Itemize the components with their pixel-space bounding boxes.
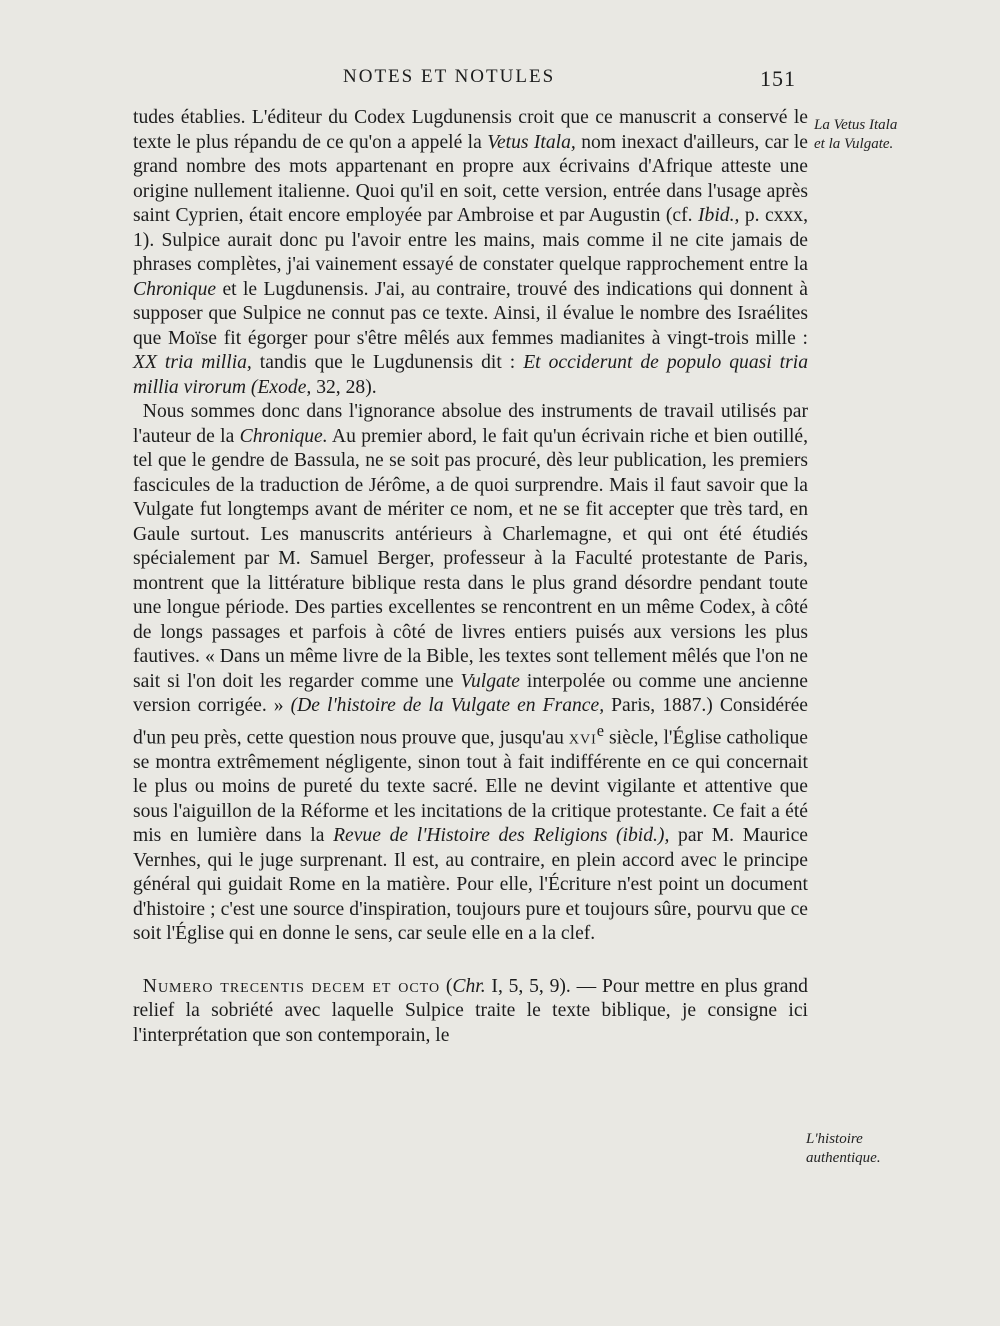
margin-note-line: La Vetus Itala — [814, 117, 898, 133]
page-number: 151 — [760, 66, 796, 91]
paragraph-instruments-de-travail: Nous sommes donc dans l'ignorance absolue des instruments de travail utilisés par l'auteur de la Chronique. Au premier abord, le fait qu'un écrivain riche et bien outillé, tel que le gendre de Bassula, ne se soit pas procuré, dès leur publication, les premiers fascicules de la traduction de Jérôme, a de quoi surprendre. Mais il faut savoir que la Vulgate fut longtemps avant de mériter ce nom, et ne se fit accepter que très tard, en Gaule surtout. Les manuscrits antérieurs à Charlemagne, et qui ont été étudiés spécialement par M. Samuel Berger, professeur à la Faculté protestante de Paris, montrent que la littérature biblique resta dans le plus grand désordre pendant toute une longue période. Des parties excellentes se rencontrent en un même Codex, à côté de longs passages et parfois à côté de livres entiers puisés aux versions les plus fautives. « Dans un même livre de la Bible, les textes sont tellement mêlés que l'on ne sait si l'on doit les regarder comme une Vulgate interpolée ou comme une ancienne version corrigée. » (De l'histoire de la Vulgate en France, Paris, 1887.) Considérée d'un peu près, cette question nous prouve que, jusqu'au xvi$^e$ siècle, l'Église catholique se montra extrêmement négligente, sinon tout à fait indifférente en ce qui concernait le plus ou moins de pureté du texte sacré. Elle ne devint vigilante et attentive que sous l'aiguillon de la Réforme et les incitations de la critique protestante. Ce fait a été mis en lumière dans la Revue de l'Histoire des Religions (ibid.), par M. Maurice Vernhes, qui le juge surprenant. Il est, au contraire, en plein accord avec le principe général qui guidait Rome en la matière. Pour elle, l'Écriture n'est point un document d'histoire ; c'est une source d'inspiration, toujours pure et toujours sûre, pourvu que ce soit l'Église qui en donne le sens, car seule elle en a la clef. — [133, 401, 808, 945]
paragraph-vetus-itala: tudes établies. L'éditeur du Codex Lugdunensis croit que ce manuscrit a conservé le texte le plus répandu de ce qu'on a appelé la Vetus Itala, nom inexact d'ailleurs, car le grand nombre des mots appartenant en propre aux écrivains d'Afrique atteste une origine nullement italienne. Quoi qu'il en soit, cette version, entrée dans l'usage après saint Cyprien, était encore employée par Ambroise et par Augustin (cf. Ibid., p. cxxx, 1). Sulpice aurait donc pu l'avoir entre les mains, mais comme il ne cite jamais de phrases complètes, j'ai vainement essayé de constater quelque rapprochement entre la Chronique et le Lugdunensis. J'ai, au contraire, trouvé des indications qui donnent à supposer que Sulpice ne connut pas ce texte. Ainsi, il évalue le nombre des Israélites que Moïse fit égorger pour s'être mêlés aux femmes madianites à vingt-trois mille : XX tria millia, tandis que le Lugdunensis dit : Et occiderunt de populo quasi tria millia virorum (Exode, 32, 28). — [133, 107, 809, 398]
running-head: NOTES ET NOTULES — [343, 66, 556, 87]
margin-note-line: authentique. — [806, 1150, 881, 1166]
paragraph-numero-trecentis: Numero trecentis decem et octo (Chr. I, 5, 5, 9). — Pour mettre en plus grand relief la sobriété avec laquelle Sulpice traite le texte biblique, je consigne ici l'interprétation que son contemporain, le — [133, 975, 808, 1046]
margin-note-line: et la Vulgate. — [814, 136, 894, 152]
margin-note-line: L'histoire — [806, 1131, 863, 1147]
body-text — [133, 106, 808, 1048]
margin-note-vetus-itala — [814, 116, 897, 154]
margin-note-histoire — [806, 1130, 881, 1168]
